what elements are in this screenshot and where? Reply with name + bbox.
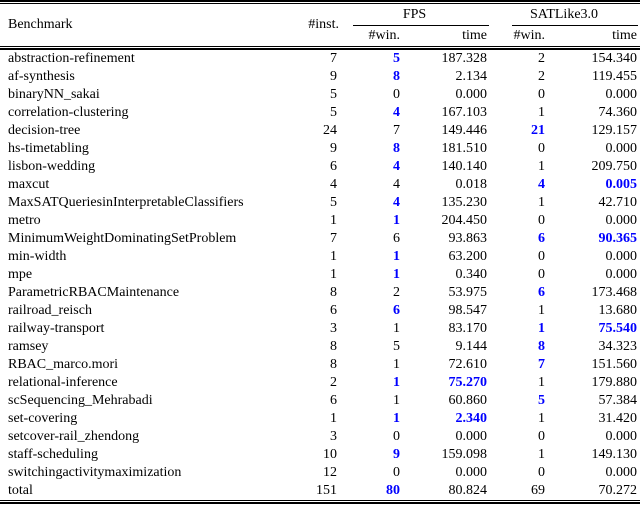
fps-time-cell: 140.140 xyxy=(441,159,487,174)
sat-win-cell: 21 xyxy=(531,123,545,138)
benchmark-row xyxy=(0,410,639,428)
fps-time-cell: 60.860 xyxy=(448,393,487,408)
benchmark-row xyxy=(0,176,639,194)
benchmark-name-cell: relational-inference xyxy=(8,375,118,390)
benchmark-row xyxy=(0,158,639,176)
fps-win-cell: 80 xyxy=(386,483,400,498)
inst-count-cell: 1 xyxy=(330,411,337,426)
fps-time-subheader: time xyxy=(462,28,488,43)
table-bottom-rule xyxy=(0,500,640,504)
benchmark-name-cell: total xyxy=(8,483,33,498)
inst-count-cell: 9 xyxy=(330,141,337,156)
benchmark-row xyxy=(0,266,639,284)
sat-time-cell: 70.272 xyxy=(598,483,637,498)
sat-time-cell: 209.750 xyxy=(591,159,637,174)
results-tbody xyxy=(0,50,639,500)
benchmark-name-cell: set-covering xyxy=(8,411,78,426)
fps-time-cell: 0.340 xyxy=(455,267,487,282)
sat-win-cell: 1 xyxy=(538,321,545,336)
fps-time-cell: 72.610 xyxy=(448,357,487,372)
fps-time-cell: 0.000 xyxy=(455,465,487,480)
benchmark-name-cell: scSequencing_Mehrabadi xyxy=(8,393,153,408)
sat-win-cell: 8 xyxy=(538,339,545,354)
inst-count-cell: 7 xyxy=(330,51,337,66)
sat-time-cell: 179.880 xyxy=(591,375,637,390)
sat-time-cell: 0.000 xyxy=(605,249,637,264)
sat-win-cell: 1 xyxy=(538,447,545,462)
sat-time-cell: 57.384 xyxy=(598,393,637,408)
benchmark-row xyxy=(0,50,639,68)
sat-win-cell: 0 xyxy=(538,87,545,102)
benchmark-name-cell: correlation-clustering xyxy=(8,105,129,120)
benchmark-row xyxy=(0,68,639,86)
sat-time-cell: 0.000 xyxy=(605,267,637,282)
benchmark-name-cell: ramsey xyxy=(8,339,49,354)
fps-win-cell: 1 xyxy=(393,321,400,336)
benchmark-row xyxy=(0,230,639,248)
fps-win-cell: 0 xyxy=(393,465,400,480)
fps-win-cell: 6 xyxy=(393,231,400,246)
benchmark-row xyxy=(0,374,639,392)
fps-win-cell: 8 xyxy=(393,69,400,84)
fps-time-cell: 63.200 xyxy=(448,249,487,264)
benchmark-name-cell: min-width xyxy=(8,249,67,264)
fps-time-cell: 75.270 xyxy=(448,375,487,390)
sat-time-cell: 0.000 xyxy=(605,87,637,102)
sat-time-cell: 0.000 xyxy=(605,429,637,444)
fps-win-cell: 5 xyxy=(393,339,400,354)
benchmark-name-cell: binaryNN_sakai xyxy=(8,87,100,102)
benchmark-name-cell: mpe xyxy=(8,267,33,282)
benchmark-row xyxy=(0,446,639,464)
sat-win-cell: 0 xyxy=(538,213,545,228)
inst-count-cell: 5 xyxy=(330,195,337,210)
inst-count-cell: 6 xyxy=(330,303,337,318)
fps-win-cell: 4 xyxy=(393,177,400,192)
total-row xyxy=(0,482,639,500)
benchmark-name-cell: ParametricRBACMaintenance xyxy=(8,285,180,300)
sat-win-cell: 1 xyxy=(538,195,545,210)
inst-count-cell: 3 xyxy=(330,429,337,444)
sat-win-cell: 6 xyxy=(538,285,545,300)
fps-time-cell: 167.103 xyxy=(441,105,487,120)
benchmark-name-cell: lisbon-wedding xyxy=(8,159,96,174)
benchmark-name-cell: abstraction-refinement xyxy=(8,51,135,66)
satlike-win-subheader: #win. xyxy=(513,28,546,43)
satlike-group-header xyxy=(489,4,639,26)
satlike-time-subheader: time xyxy=(612,28,638,43)
benchmark-row xyxy=(0,140,639,158)
sat-time-cell: 0.005 xyxy=(605,177,637,192)
inst-count-cell: 5 xyxy=(330,105,337,120)
inst-count-cell: 7 xyxy=(330,231,337,246)
sat-win-cell: 1 xyxy=(538,411,545,426)
sat-time-cell: 0.000 xyxy=(605,465,637,480)
inst-count-cell: 8 xyxy=(330,357,337,372)
benchmark-row xyxy=(0,122,639,140)
fps-time-cell: 83.170 xyxy=(448,321,487,336)
benchmark-row xyxy=(0,356,639,374)
fps-win-cell: 6 xyxy=(393,303,400,318)
sat-win-cell: 5 xyxy=(538,393,545,408)
inst-count-cell: 5 xyxy=(330,87,337,102)
fps-win-cell: 1 xyxy=(393,249,400,264)
inst-count-cell: 10 xyxy=(323,447,337,462)
fps-win-subheader: #win. xyxy=(368,28,400,43)
benchmark-column-header: Benchmark xyxy=(8,17,73,32)
fps-win-cell: 8 xyxy=(393,141,400,156)
fps-time-cell: 98.547 xyxy=(448,303,487,318)
fps-time-cell: 149.446 xyxy=(441,123,487,138)
fps-time-cell: 135.230 xyxy=(441,195,487,210)
fps-time-cell: 187.328 xyxy=(441,51,487,66)
fps-time-cell: 80.824 xyxy=(448,483,487,498)
fps-win-cell: 1 xyxy=(393,411,400,426)
fps-time-cell: 53.975 xyxy=(448,285,487,300)
sat-time-cell: 90.365 xyxy=(598,231,637,246)
fps-time-cell: 204.450 xyxy=(441,213,487,228)
fps-win-cell: 1 xyxy=(393,375,400,390)
sat-time-cell: 149.130 xyxy=(591,447,637,462)
inst-count-cell: 1 xyxy=(330,213,337,228)
sat-time-cell: 34.323 xyxy=(598,339,637,354)
sat-win-cell: 0 xyxy=(538,141,545,156)
results-table-body-table xyxy=(0,50,639,500)
inst-count-cell: 12 xyxy=(323,465,337,480)
fps-win-cell: 4 xyxy=(393,105,400,120)
benchmark-name-cell: railway-transport xyxy=(8,321,105,336)
sat-win-cell: 1 xyxy=(538,303,545,318)
benchmark-row xyxy=(0,428,639,446)
sat-win-cell: 0 xyxy=(538,267,545,282)
inst-count-cell: 24 xyxy=(323,123,337,138)
sat-win-cell: 0 xyxy=(538,465,545,480)
fps-win-cell: 1 xyxy=(393,213,400,228)
benchmark-row xyxy=(0,86,639,104)
sat-win-cell: 0 xyxy=(538,249,545,264)
sat-time-cell: 31.420 xyxy=(598,411,637,426)
benchmark-row xyxy=(0,104,639,122)
inst-count-cell: 6 xyxy=(330,159,337,174)
sat-time-cell: 13.680 xyxy=(598,303,637,318)
fps-win-cell: 0 xyxy=(393,87,400,102)
benchmark-name-cell: RBAC_marco.mori xyxy=(8,357,119,372)
benchmark-row xyxy=(0,338,639,356)
benchmark-name-cell: af-synthesis xyxy=(8,69,75,84)
sat-win-cell: 1 xyxy=(538,159,545,174)
benchmark-name-cell: setcover-rail_zhendong xyxy=(8,429,140,444)
sat-time-cell: 0.000 xyxy=(605,213,637,228)
sat-win-cell: 1 xyxy=(538,375,545,390)
inst-count-cell: 4 xyxy=(330,177,337,192)
sat-win-cell: 6 xyxy=(538,231,545,246)
inst-count-cell: 9 xyxy=(330,69,337,84)
fps-win-cell: 1 xyxy=(393,357,400,372)
sat-time-cell: 42.710 xyxy=(598,195,637,210)
fps-time-cell: 0.018 xyxy=(455,177,487,192)
results-table-header xyxy=(0,4,639,46)
fps-time-cell: 0.000 xyxy=(455,87,487,102)
fps-group-label: FPS xyxy=(402,7,427,22)
fps-time-cell: 159.098 xyxy=(441,447,487,462)
benchmark-name-cell: railroad_reisch xyxy=(8,303,92,318)
benchmark-row xyxy=(0,284,639,302)
benchmark-name-cell: MaxSATQueriesinInterpretableClassifiers xyxy=(8,195,244,210)
sat-time-cell: 173.468 xyxy=(591,285,637,300)
inst-count-cell: 1 xyxy=(330,249,337,264)
sat-time-cell: 129.157 xyxy=(591,123,637,138)
inst-count-cell: 8 xyxy=(330,285,337,300)
inst-count-cell: 3 xyxy=(330,321,337,336)
sat-time-cell: 151.560 xyxy=(591,357,637,372)
benchmark-name-cell: maxcut xyxy=(8,177,50,192)
sat-time-cell: 75.540 xyxy=(598,321,637,336)
sat-time-cell: 119.455 xyxy=(592,69,637,84)
benchmark-name-cell: metro xyxy=(8,213,41,228)
benchmark-row xyxy=(0,392,639,410)
benchmark-name-cell: MinimumWeightDominatingSetProblem xyxy=(8,231,237,246)
benchmark-name-cell: decision-tree xyxy=(8,123,81,138)
sat-win-cell: 1 xyxy=(538,105,545,120)
sat-time-cell: 0.000 xyxy=(605,141,637,156)
benchmark-row xyxy=(0,302,639,320)
fps-win-cell: 1 xyxy=(393,267,400,282)
fps-group-underline xyxy=(353,25,489,26)
sat-win-cell: 4 xyxy=(538,177,545,192)
inst-count-cell: 6 xyxy=(330,393,337,408)
fps-time-cell: 181.510 xyxy=(441,141,487,156)
benchmark-row xyxy=(0,320,639,338)
fps-win-cell: 9 xyxy=(393,447,400,462)
satlike-group-underline xyxy=(512,25,638,26)
benchmark-name-cell: switchingactivitymaximization xyxy=(8,465,182,480)
fps-win-cell: 2 xyxy=(393,285,400,300)
benchmark-name-cell: staff-scheduling xyxy=(8,447,98,462)
satlike-group-label: SATLike3.0 xyxy=(529,7,599,22)
benchmark-row xyxy=(0,212,639,230)
fps-win-cell: 7 xyxy=(393,123,400,138)
fps-win-cell: 1 xyxy=(393,393,400,408)
sat-win-cell: 69 xyxy=(531,483,545,498)
fps-time-cell: 93.863 xyxy=(448,231,487,246)
sat-win-cell: 2 xyxy=(538,51,545,66)
fps-win-cell: 5 xyxy=(393,51,400,66)
fps-win-cell: 0 xyxy=(393,429,400,444)
sat-win-cell: 7 xyxy=(538,357,545,372)
benchmark-row xyxy=(0,194,639,212)
inst-count-cell: 8 xyxy=(330,339,337,354)
sat-time-cell: 154.340 xyxy=(591,51,637,66)
fps-win-cell: 4 xyxy=(393,159,400,174)
fps-win-cell: 4 xyxy=(393,195,400,210)
fps-time-cell: 2.340 xyxy=(455,411,487,426)
sat-time-cell: 74.360 xyxy=(598,105,637,120)
benchmark-row xyxy=(0,248,639,266)
fps-group-header xyxy=(340,4,489,26)
inst-count-cell: 1 xyxy=(330,267,337,282)
fps-time-cell: 2.134 xyxy=(455,69,487,84)
inst-count-cell: 2 xyxy=(330,375,337,390)
sat-win-cell: 0 xyxy=(538,429,545,444)
fps-time-cell: 9.144 xyxy=(455,339,487,354)
sat-win-cell: 2 xyxy=(538,69,545,84)
benchmark-row xyxy=(0,464,639,482)
inst-count-cell: 151 xyxy=(316,483,337,498)
fps-time-cell: 0.000 xyxy=(455,429,487,444)
inst-column-header: #inst. xyxy=(308,17,339,32)
benchmark-name-cell: hs-timetabling xyxy=(8,141,89,156)
